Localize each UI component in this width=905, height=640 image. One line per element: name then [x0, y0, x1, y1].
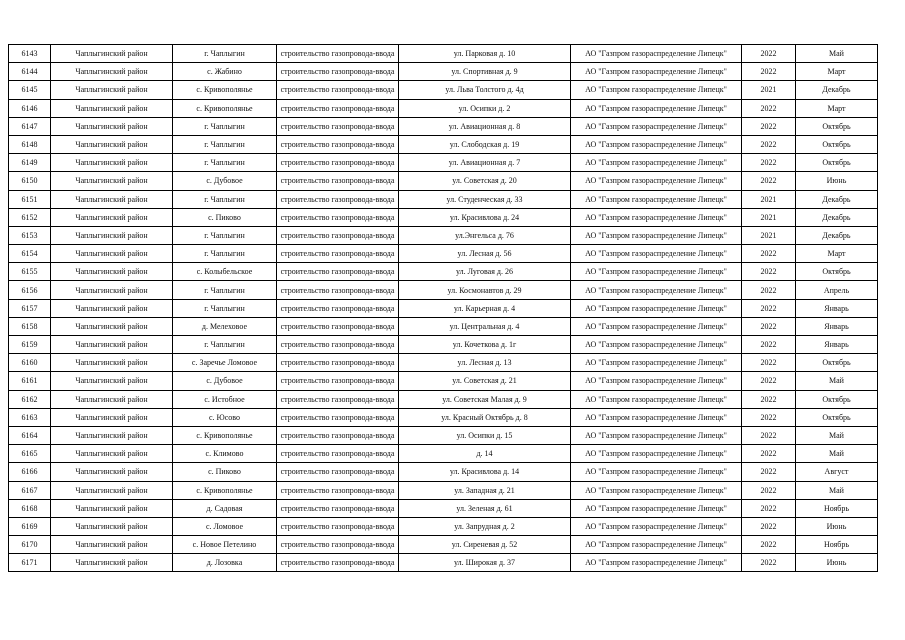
work-type-cell: строительство газопровода-ввода: [277, 445, 399, 463]
month-cell: Октябрь: [796, 117, 878, 135]
year-cell: 2022: [742, 299, 796, 317]
table-row: [9, 245, 878, 263]
row-number-cell: 6163: [9, 408, 51, 426]
organization-cell: АО "Газпром газораспределение Липецк": [571, 154, 742, 172]
settlement-cell: с. Кривополянье: [173, 481, 277, 499]
address-cell: ул. Широкая д. 37: [399, 554, 571, 572]
month-cell: Март: [796, 99, 878, 117]
row-number-cell: 6159: [9, 336, 51, 354]
address-cell: д. 14: [399, 445, 571, 463]
work-type-cell: строительство газопровода-ввода: [277, 172, 399, 190]
table-row: [9, 390, 878, 408]
organization-cell: АО "Газпром газораспределение Липецк": [571, 463, 742, 481]
work-type-cell: строительство газопровода-ввода: [277, 281, 399, 299]
row-number-cell: 6144: [9, 63, 51, 81]
organization-cell: АО "Газпром газораспределение Липецк": [571, 517, 742, 535]
organization-cell: АО "Газпром газораспределение Липецк": [571, 190, 742, 208]
work-type-cell: строительство газопровода-ввода: [277, 135, 399, 153]
organization-cell: АО "Газпром газораспределение Липецк": [571, 135, 742, 153]
district-cell: Чаплыгинский район: [51, 172, 173, 190]
table-row: [9, 281, 878, 299]
row-number-cell: 6167: [9, 481, 51, 499]
month-cell: Октябрь: [796, 263, 878, 281]
year-cell: 2022: [742, 354, 796, 372]
table-row: [9, 63, 878, 81]
address-cell: ул. Советская д. 21: [399, 372, 571, 390]
work-type-cell: строительство газопровода-ввода: [277, 154, 399, 172]
table-row: [9, 554, 878, 572]
year-cell: 2021: [742, 190, 796, 208]
settlement-cell: г. Чаплыгин: [173, 190, 277, 208]
year-cell: 2022: [742, 336, 796, 354]
address-cell: ул. Осипки д. 15: [399, 426, 571, 444]
address-cell: ул. Красивлова д. 24: [399, 208, 571, 226]
table-row: [9, 190, 878, 208]
organization-cell: АО "Газпром газораспределение Липецк": [571, 336, 742, 354]
year-cell: 2022: [742, 408, 796, 426]
row-number-cell: 6168: [9, 499, 51, 517]
year-cell: 2022: [742, 63, 796, 81]
settlement-cell: с. Кривополянье: [173, 81, 277, 99]
district-cell: Чаплыгинский район: [51, 517, 173, 535]
settlement-cell: с. Новое Петелино: [173, 536, 277, 554]
organization-cell: АО "Газпром газораспределение Липецк": [571, 281, 742, 299]
organization-cell: АО "Газпром газораспределение Липецк": [571, 354, 742, 372]
work-type-cell: строительство газопровода-ввода: [277, 317, 399, 335]
district-cell: Чаплыгинский район: [51, 190, 173, 208]
year-cell: 2022: [742, 245, 796, 263]
address-cell: ул. Студенческая д. 33: [399, 190, 571, 208]
year-cell: 2022: [742, 536, 796, 554]
address-cell: ул. Луговая д. 26: [399, 263, 571, 281]
work-type-cell: строительство газопровода-ввода: [277, 408, 399, 426]
organization-cell: АО "Газпром газораспределение Липецк": [571, 245, 742, 263]
settlement-cell: г. Чаплыгин: [173, 226, 277, 244]
table-row: [9, 517, 878, 535]
organization-cell: АО "Газпром газораспределение Липецк": [571, 499, 742, 517]
district-cell: Чаплыгинский район: [51, 281, 173, 299]
settlement-cell: с. Климово: [173, 445, 277, 463]
work-type-cell: строительство газопровода-ввода: [277, 81, 399, 99]
row-number-cell: 6164: [9, 426, 51, 444]
row-number-cell: 6150: [9, 172, 51, 190]
year-cell: 2022: [742, 45, 796, 63]
gas-pipeline-table: [8, 44, 878, 572]
row-number-cell: 6146: [9, 99, 51, 117]
settlement-cell: г. Чаплыгин: [173, 299, 277, 317]
work-type-cell: строительство газопровода-ввода: [277, 245, 399, 263]
work-type-cell: строительство газопровода-ввода: [277, 390, 399, 408]
settlement-cell: с. Жабино: [173, 63, 277, 81]
organization-cell: АО "Газпром газораспределение Липецк": [571, 390, 742, 408]
year-cell: 2022: [742, 499, 796, 517]
address-cell: ул. Парковая д. 10: [399, 45, 571, 63]
district-cell: Чаплыгинский район: [51, 208, 173, 226]
organization-cell: АО "Газпром газораспределение Липецк": [571, 536, 742, 554]
organization-cell: АО "Газпром газораспределение Липецк": [571, 172, 742, 190]
address-cell: ул. Спортивная д. 9: [399, 63, 571, 81]
row-number-cell: 6147: [9, 117, 51, 135]
year-cell: 2021: [742, 208, 796, 226]
settlement-cell: с. Пиково: [173, 208, 277, 226]
table-row: [9, 99, 878, 117]
district-cell: Чаплыгинский район: [51, 154, 173, 172]
year-cell: 2022: [742, 154, 796, 172]
settlement-cell: с. Дубовое: [173, 172, 277, 190]
organization-cell: АО "Газпром газораспределение Липецк": [571, 99, 742, 117]
year-cell: 2022: [742, 135, 796, 153]
row-number-cell: 6151: [9, 190, 51, 208]
table-row: [9, 172, 878, 190]
address-cell: ул. Осипки д. 2: [399, 99, 571, 117]
settlement-cell: г. Чаплыгин: [173, 135, 277, 153]
row-number-cell: 6171: [9, 554, 51, 572]
settlement-cell: д. Мелеховое: [173, 317, 277, 335]
work-type-cell: строительство газопровода-ввода: [277, 536, 399, 554]
table-row: [9, 499, 878, 517]
month-cell: Январь: [796, 317, 878, 335]
month-cell: Январь: [796, 299, 878, 317]
address-cell: ул. Красный Октябрь д. 8: [399, 408, 571, 426]
district-cell: Чаплыгинский район: [51, 226, 173, 244]
settlement-cell: с. Заречье Ломовое: [173, 354, 277, 372]
district-cell: Чаплыгинский район: [51, 45, 173, 63]
address-cell: ул. Льва Толстого д. 4д: [399, 81, 571, 99]
table-body: [9, 45, 878, 572]
row-number-cell: 6157: [9, 299, 51, 317]
settlement-cell: д. Садовая: [173, 499, 277, 517]
month-cell: Май: [796, 445, 878, 463]
month-cell: Июнь: [796, 517, 878, 535]
row-number-cell: 6145: [9, 81, 51, 99]
year-cell: 2022: [742, 481, 796, 499]
address-cell: ул.Энгельса д. 76: [399, 226, 571, 244]
work-type-cell: строительство газопровода-ввода: [277, 263, 399, 281]
table-row: [9, 336, 878, 354]
work-type-cell: строительство газопровода-ввода: [277, 463, 399, 481]
year-cell: 2022: [742, 445, 796, 463]
organization-cell: АО "Газпром газораспределение Липецк": [571, 426, 742, 444]
work-type-cell: строительство газопровода-ввода: [277, 354, 399, 372]
year-cell: 2022: [742, 99, 796, 117]
district-cell: Чаплыгинский район: [51, 135, 173, 153]
address-cell: ул. Лесная д. 56: [399, 245, 571, 263]
month-cell: Май: [796, 372, 878, 390]
address-cell: ул. Космонавтов д. 29: [399, 281, 571, 299]
address-cell: ул. Зеленая д. 61: [399, 499, 571, 517]
district-cell: Чаплыгинский район: [51, 445, 173, 463]
table-row: [9, 135, 878, 153]
year-cell: 2022: [742, 117, 796, 135]
row-number-cell: 6158: [9, 317, 51, 335]
work-type-cell: строительство газопровода-ввода: [277, 45, 399, 63]
table-row: [9, 299, 878, 317]
settlement-cell: с. Юсово: [173, 408, 277, 426]
row-number-cell: 6149: [9, 154, 51, 172]
settlement-cell: с. Колыбельское: [173, 263, 277, 281]
row-number-cell: 6169: [9, 517, 51, 535]
district-cell: Чаплыгинский район: [51, 317, 173, 335]
work-type-cell: строительство газопровода-ввода: [277, 63, 399, 81]
table-row: [9, 372, 878, 390]
table-row: [9, 263, 878, 281]
settlement-cell: г. Чаплыгин: [173, 154, 277, 172]
row-number-cell: 6165: [9, 445, 51, 463]
month-cell: Декабрь: [796, 208, 878, 226]
work-type-cell: строительство газопровода-ввода: [277, 481, 399, 499]
row-number-cell: 6153: [9, 226, 51, 244]
month-cell: Март: [796, 245, 878, 263]
month-cell: Октябрь: [796, 390, 878, 408]
settlement-cell: г. Чаплыгин: [173, 336, 277, 354]
organization-cell: АО "Газпром газораспределение Липецк": [571, 317, 742, 335]
work-type-cell: строительство газопровода-ввода: [277, 336, 399, 354]
month-cell: Май: [796, 45, 878, 63]
work-type-cell: строительство газопровода-ввода: [277, 299, 399, 317]
month-cell: Декабрь: [796, 190, 878, 208]
district-cell: Чаплыгинский район: [51, 372, 173, 390]
month-cell: Июнь: [796, 172, 878, 190]
work-type-cell: строительство газопровода-ввода: [277, 554, 399, 572]
table-row: [9, 426, 878, 444]
settlement-cell: г. Чаплыгин: [173, 45, 277, 63]
month-cell: Декабрь: [796, 81, 878, 99]
row-number-cell: 6166: [9, 463, 51, 481]
organization-cell: АО "Газпром газораспределение Липецк": [571, 372, 742, 390]
work-type-cell: строительство газопровода-ввода: [277, 517, 399, 535]
row-number-cell: 6162: [9, 390, 51, 408]
table-row: [9, 45, 878, 63]
work-type-cell: строительство газопровода-ввода: [277, 208, 399, 226]
work-type-cell: строительство газопровода-ввода: [277, 372, 399, 390]
year-cell: 2022: [742, 372, 796, 390]
row-number-cell: 6161: [9, 372, 51, 390]
year-cell: 2022: [742, 263, 796, 281]
address-cell: ул. Западная д. 21: [399, 481, 571, 499]
month-cell: Март: [796, 63, 878, 81]
month-cell: Май: [796, 481, 878, 499]
organization-cell: АО "Газпром газораспределение Липецк": [571, 554, 742, 572]
year-cell: 2022: [742, 554, 796, 572]
year-cell: 2022: [742, 281, 796, 299]
table-row: [9, 536, 878, 554]
month-cell: Октябрь: [796, 154, 878, 172]
district-cell: Чаплыгинский район: [51, 81, 173, 99]
month-cell: Октябрь: [796, 408, 878, 426]
row-number-cell: 6154: [9, 245, 51, 263]
year-cell: 2022: [742, 517, 796, 535]
settlement-cell: г. Чаплыгин: [173, 281, 277, 299]
settlement-cell: с. Кривополянье: [173, 99, 277, 117]
row-number-cell: 6156: [9, 281, 51, 299]
table-row: [9, 117, 878, 135]
year-cell: 2022: [742, 317, 796, 335]
month-cell: Апрель: [796, 281, 878, 299]
address-cell: ул. Карьерная д. 4: [399, 299, 571, 317]
table-row: [9, 226, 878, 244]
district-cell: Чаплыгинский район: [51, 426, 173, 444]
table-row: [9, 481, 878, 499]
settlement-cell: с. Пиково: [173, 463, 277, 481]
work-type-cell: строительство газопровода-ввода: [277, 226, 399, 244]
organization-cell: АО "Газпром газораспределение Липецк": [571, 481, 742, 499]
month-cell: Ноябрь: [796, 499, 878, 517]
settlement-cell: с. Истобное: [173, 390, 277, 408]
district-cell: Чаплыгинский район: [51, 481, 173, 499]
organization-cell: АО "Газпром газораспределение Липецк": [571, 81, 742, 99]
district-cell: Чаплыгинский район: [51, 408, 173, 426]
district-cell: Чаплыгинский район: [51, 336, 173, 354]
district-cell: Чаплыгинский район: [51, 354, 173, 372]
table-row: [9, 317, 878, 335]
work-type-cell: строительство газопровода-ввода: [277, 190, 399, 208]
district-cell: Чаплыгинский район: [51, 463, 173, 481]
table-row: [9, 154, 878, 172]
month-cell: Май: [796, 426, 878, 444]
organization-cell: АО "Газпром газораспределение Липецк": [571, 445, 742, 463]
row-number-cell: 6143: [9, 45, 51, 63]
work-type-cell: строительство газопровода-ввода: [277, 499, 399, 517]
address-cell: ул. Сиреневая д. 52: [399, 536, 571, 554]
district-cell: Чаплыгинский район: [51, 245, 173, 263]
settlement-cell: с. Ломовое: [173, 517, 277, 535]
table-row: [9, 408, 878, 426]
district-cell: Чаплыгинский район: [51, 117, 173, 135]
address-cell: ул. Слободская д. 19: [399, 135, 571, 153]
district-cell: Чаплыгинский район: [51, 536, 173, 554]
district-cell: Чаплыгинский район: [51, 63, 173, 81]
table-row: [9, 445, 878, 463]
year-cell: 2022: [742, 172, 796, 190]
month-cell: Октябрь: [796, 354, 878, 372]
address-cell: ул. Авиационная д. 8: [399, 117, 571, 135]
year-cell: 2021: [742, 81, 796, 99]
district-cell: Чаплыгинский район: [51, 263, 173, 281]
address-cell: ул. Центральная д. 4: [399, 317, 571, 335]
settlement-cell: с. Кривополянье: [173, 426, 277, 444]
year-cell: 2022: [742, 390, 796, 408]
district-cell: Чаплыгинский район: [51, 554, 173, 572]
organization-cell: АО "Газпром газораспределение Липецк": [571, 263, 742, 281]
settlement-cell: д. Лозовка: [173, 554, 277, 572]
month-cell: Октябрь: [796, 135, 878, 153]
district-cell: Чаплыгинский район: [51, 299, 173, 317]
table-row: [9, 463, 878, 481]
table-row: [9, 354, 878, 372]
month-cell: Июнь: [796, 554, 878, 572]
district-cell: Чаплыгинский район: [51, 499, 173, 517]
settlement-cell: г. Чаплыгин: [173, 245, 277, 263]
settlement-cell: с. Дубовое: [173, 372, 277, 390]
row-number-cell: 6152: [9, 208, 51, 226]
organization-cell: АО "Газпром газораспределение Липецк": [571, 208, 742, 226]
address-cell: ул. Кочеткова д. 1г: [399, 336, 571, 354]
row-number-cell: 6148: [9, 135, 51, 153]
organization-cell: АО "Газпром газораспределение Липецк": [571, 408, 742, 426]
district-cell: Чаплыгинский район: [51, 390, 173, 408]
work-type-cell: строительство газопровода-ввода: [277, 117, 399, 135]
year-cell: 2022: [742, 463, 796, 481]
address-cell: ул. Авиационная д. 7: [399, 154, 571, 172]
row-number-cell: 6155: [9, 263, 51, 281]
month-cell: Декабрь: [796, 226, 878, 244]
table-row: [9, 81, 878, 99]
year-cell: 2021: [742, 226, 796, 244]
month-cell: Январь: [796, 336, 878, 354]
month-cell: Ноябрь: [796, 536, 878, 554]
month-cell: Август: [796, 463, 878, 481]
address-cell: ул. Запрудная д. 2: [399, 517, 571, 535]
organization-cell: АО "Газпром газораспределение Липецк": [571, 45, 742, 63]
organization-cell: АО "Газпром газораспределение Липецк": [571, 117, 742, 135]
address-cell: ул. Лесная д. 13: [399, 354, 571, 372]
organization-cell: АО "Газпром газораспределение Липецк": [571, 299, 742, 317]
year-cell: 2022: [742, 426, 796, 444]
organization-cell: АО "Газпром газораспределение Липецк": [571, 63, 742, 81]
address-cell: ул. Советская д. 20: [399, 172, 571, 190]
district-cell: Чаплыгинский район: [51, 99, 173, 117]
address-cell: ул. Советская Малая д. 9: [399, 390, 571, 408]
row-number-cell: 6160: [9, 354, 51, 372]
table-row: [9, 208, 878, 226]
work-type-cell: строительство газопровода-ввода: [277, 99, 399, 117]
row-number-cell: 6170: [9, 536, 51, 554]
settlement-cell: г. Чаплыгин: [173, 117, 277, 135]
work-type-cell: строительство газопровода-ввода: [277, 426, 399, 444]
organization-cell: АО "Газпром газораспределение Липецк": [571, 226, 742, 244]
address-cell: ул. Красивлова д. 14: [399, 463, 571, 481]
